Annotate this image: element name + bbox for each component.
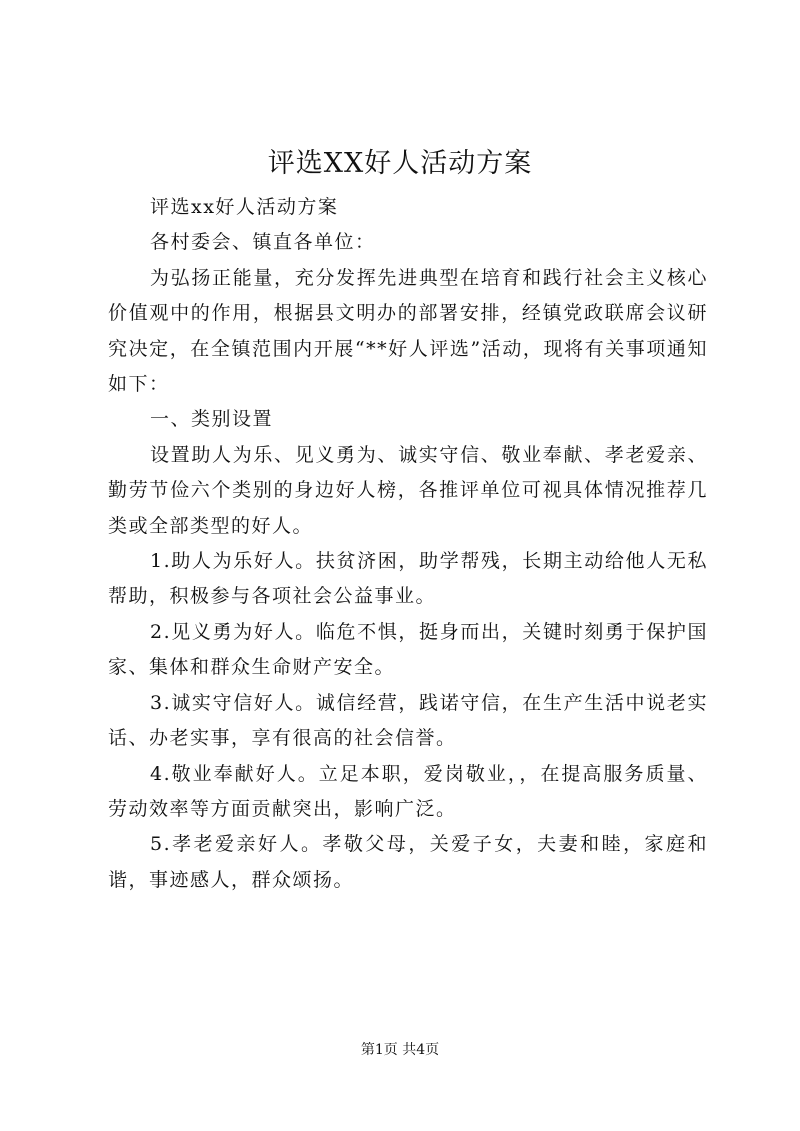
paragraph-intro: 为弘扬正能量，充分发挥先进典型在培育和践行社会主义核心价值观中的作用，根据县文明办的部署安排，经镇党政联席会议研究决定，在全镇范围内开展“**好人评选”活动，现将有关事项通知如下： [108,266,708,396]
list-item-category-3: 3.诚实守信好人。诚信经营，践诺守信，在生产生活中说老实话、办老实事，享有很高的社会信誉。 [108,691,708,750]
section-heading-categories: 一、类别设置 [150,408,274,431]
paragraph-categories: 设置助人为乐、见义勇为、诚实守信、敬业奉献、孝老爱亲、勤劳节俭六个类别的身边好人榜，各推评单位可视具体情况推荐几类或全部类型的好人。 [108,443,708,537]
paragraph-salutation: 各村委会、镇直各单位： [150,231,376,254]
document-title: 评选XX好人活动方案 [267,148,533,179]
list-item-category-5: 5.孝老爱亲好人。孝敬父母，关爱子女，夫妻和睦，家庭和谐，事迹感人，群众颂扬。 [108,833,708,891]
list-item-category-2: 2.见义勇为好人。临危不惧，挺身而出，关键时刻勇于保护国家、集体和群众生命财产安全。 [108,620,708,679]
document-body [108,190,708,898]
list-item-category-4: 4.敬业奉献好人。立足本职，爱岗敬业，，在提高服务质量、劳动效率等方面贡献突出，影响广泛。 [108,762,708,820]
list-item-category-1: 1.助人为乐好人。扶贫济困，助学帮残，长期主动给他人无私帮助，积极参与各项社会公益事业。 [108,550,708,608]
paragraph-subtitle: 评选xx好人活动方案 [150,196,339,218]
page-number-footer: 第1页 共4页 [360,1042,440,1058]
